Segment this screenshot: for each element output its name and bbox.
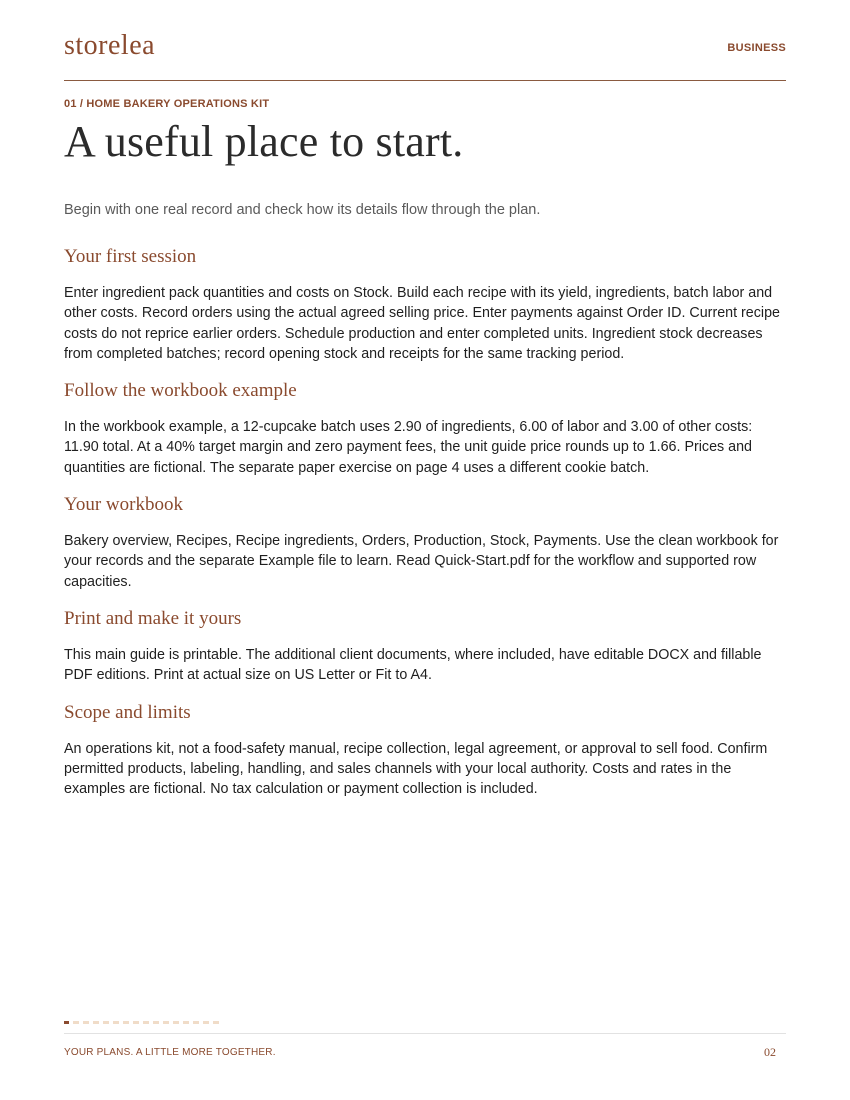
section-workbook-example [64,378,786,478]
section-heading: Scope and limits [64,701,191,723]
page-progress-indicator [64,1021,219,1025]
section-tag: BUSINESS [727,42,786,54]
section-body: In the workbook example, a 12-cupcake batch uses 2.90 of ingredients, 6.00 of labor and 3.00 of other costs: 11.90 total. At a 40% target margin and zero payment fees, the unit guide price rounds up to 1.66. Prices and quantities are fictional. The separate paper exercise on page 4 uses a different cookie batch. [64,419,753,476]
progress-segment [163,1021,169,1024]
section-heading: Your workbook [64,494,183,516]
progress-segment [213,1021,219,1024]
section-your-workbook [64,492,786,592]
kicker-label: 01 / HOME BAKERY OPERATIONS KIT [64,98,270,110]
section-body: This main guide is printable. The additional client documents, where included, have editable DOCX and fillable PDF editions. Print at actual size on US Letter or Fit to A4. [64,646,762,684]
progress-segment [73,1021,79,1024]
progress-segment-current [64,1021,69,1024]
page-number: 02 [764,1045,776,1059]
section-body: Bakery overview, Recipes, Recipe ingredients, Orders, Production, Stock, Payments. Use the clean workbook for your records and the separate Example file to learn. Read Quick-Start.pdf for the workflow and supported row capacities. [64,533,779,590]
section-body: An operations kit, not a food-safety manual, recipe collection, legal agreement, or approval to sell food. Confirm permitted products, labeling, handling, and sales channels with your local authority. Costs and rates in the examples are fictional. No tax calculation or payment collection is included. [64,740,768,798]
section-scope [64,700,786,800]
progress-segment [193,1021,199,1024]
page-footer [64,1033,786,1059]
progress-segment [113,1021,119,1024]
lead-paragraph: Begin with one real record and check how its details flow through the plan. [64,202,541,218]
section-heading: Your first session [64,246,197,267]
section-first-session [64,244,786,364]
progress-segment [103,1021,109,1024]
page [64,0,786,1100]
progress-segment [83,1021,89,1024]
progress-segment [143,1021,149,1024]
progress-segment [203,1021,209,1024]
page-title: A useful place to start. [64,117,464,166]
progress-segment [173,1021,179,1024]
section-print [64,606,786,686]
brand-logo: storelea [64,30,156,61]
progress-segment [183,1021,189,1024]
section-body: Enter ingredient pack quantities and costs on Stock. Build each recipe with its yield, ingredients, batch labor and other costs. Record orders using the actual agreed selling price. Enter payments against Order ID. Current recipe costs do not reprice earlier orders. Schedule production and enter completed units. Ingredient stock decreases from completed batches; record opening stock and receipts for the same tracking period. [64,285,780,362]
page-header [64,28,786,81]
section-heading: Follow the workbook example [64,380,297,402]
progress-segment [93,1021,99,1024]
progress-segment [153,1021,159,1024]
footer-tagline: YOUR PLANS. A LITTLE MORE TOGETHER. [64,1047,276,1058]
content-sections [64,244,786,813]
progress-segment [133,1021,139,1024]
progress-segment [123,1021,129,1024]
section-heading: Print and make it yours [64,607,242,629]
